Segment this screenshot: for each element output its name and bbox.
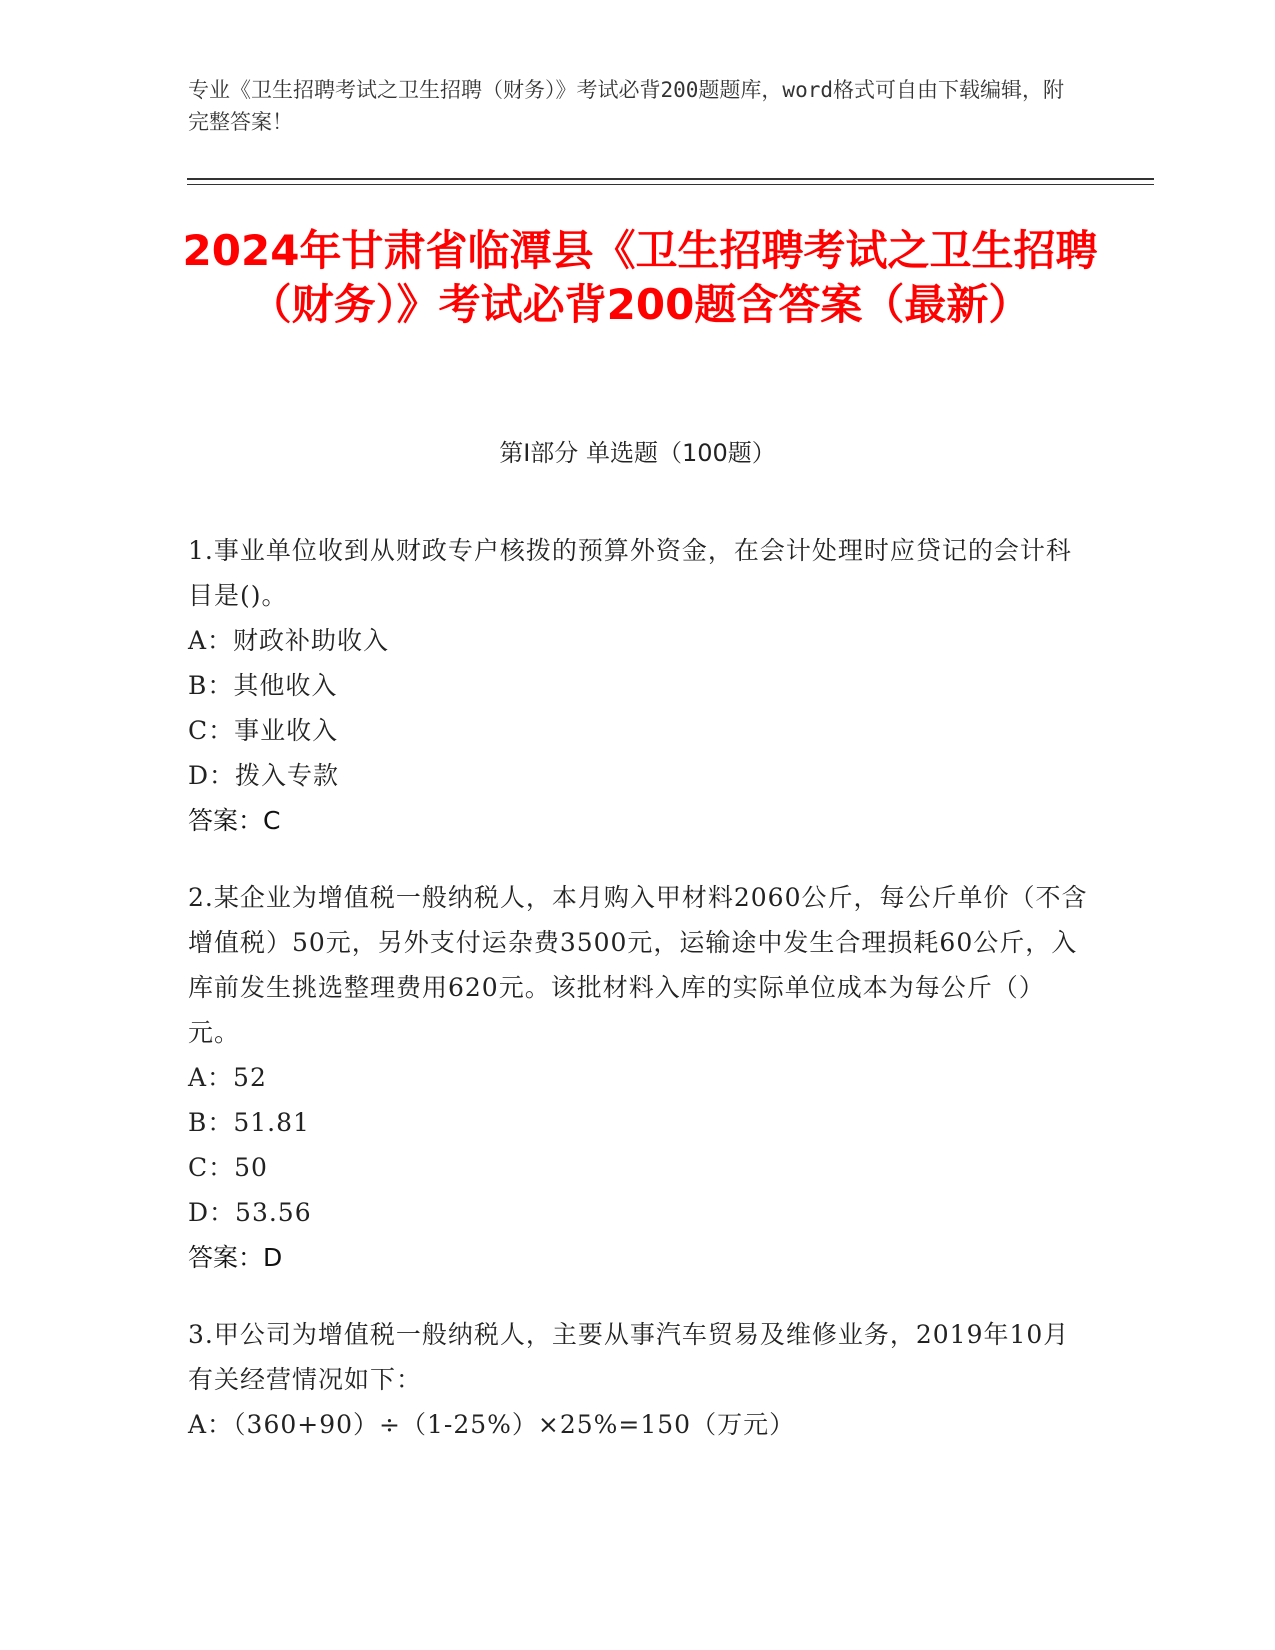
document-title: 2024年甘肃省临潭县《卫生招聘考试之卫生招聘（财务）》考试必背200题含答案（最新） xyxy=(182,226,1098,329)
header-note: 专业《卫生招聘考试之卫生招聘（财务）》考试必背200题题库，word格式可自由下载编辑，附完整答案！ xyxy=(188,78,1064,134)
answer: 答案：D xyxy=(188,1243,283,1272)
option-b: B：其他收入 xyxy=(188,671,338,700)
option-d: D：53.56 xyxy=(188,1198,312,1227)
option-a: A：（360+90）÷（1-25%）×25%=150（万元） xyxy=(188,1410,796,1439)
header-divider-thick xyxy=(187,178,1154,180)
question-2 xyxy=(188,875,1088,1280)
section-heading: 第I部分 单选题（100题） xyxy=(499,439,776,467)
question-text: 3.甲公司为增值税一般纳税人，主要从事汽车贸易及维修业务，2019年10月有关经营情况如下： xyxy=(188,1320,1070,1394)
option-a: A：财政补助收入 xyxy=(188,626,390,655)
question-3 xyxy=(188,1312,1088,1447)
question-list xyxy=(188,528,1088,1479)
header-divider-thin xyxy=(187,184,1154,185)
option-d: D：拨入专款 xyxy=(188,761,340,790)
option-a: A：52 xyxy=(188,1063,267,1092)
answer: 答案：C xyxy=(188,806,281,835)
option-c: C：50 xyxy=(188,1153,268,1182)
option-b: B：51.81 xyxy=(188,1108,310,1137)
question-1 xyxy=(188,528,1088,843)
question-text: 1.事业单位收到从财政专户核拨的预算外资金，在会计处理时应贷记的会计科目是()。 xyxy=(188,536,1072,610)
option-c: C：事业收入 xyxy=(188,716,339,745)
question-text: 2.某企业为增值税一般纳税人，本月购入甲材料2060公斤，每公斤单价（不含增值税）50元，另外支付运杂费3500元，运输途中发生合理损耗60公斤，入库前发生挑选整理费用620元。该批材料入库的实际单位成本为每公斤（）元。 xyxy=(188,883,1088,1047)
